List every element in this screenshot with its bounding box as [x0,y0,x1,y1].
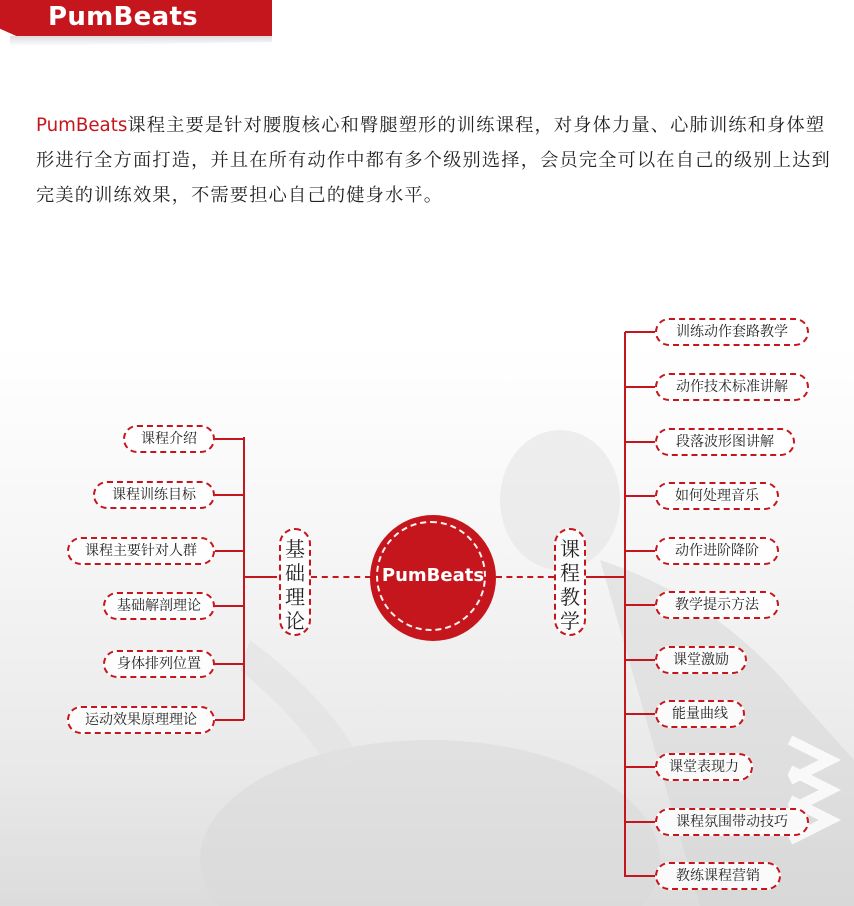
left-branch-char: 础 [285,561,305,585]
leaf-connector [625,604,655,606]
leaf-connector [625,713,655,715]
banner-title: PumBeats [48,2,198,32]
left-branch-char: 论 [285,609,305,633]
right-dash-connector [496,576,554,578]
center-node [370,515,496,641]
right-branch-char: 程 [560,561,580,585]
right-branch-title [554,528,586,636]
left-item-node: 运动效果原理理论 [67,706,215,734]
left-branch-char: 理 [285,585,305,609]
right-item-node: 课堂激励 [655,646,747,674]
leaf-connector [215,550,244,552]
left-item-node: 课程主要针对人群 [67,537,215,565]
left-item-node: 基础解剖理论 [103,592,215,620]
right-item-node: 训练动作套路教学 [655,318,809,346]
left-branch-char: 基 [285,537,305,561]
right-branch-char: 教 [560,585,580,609]
right-item-node: 教练课程营销 [655,862,781,890]
intro-brand: PumBeats [36,115,128,136]
leaf-connector [625,441,655,443]
leaf-connector [215,438,244,440]
right-item-node: 能量曲线 [655,700,745,728]
leaf-connector [625,331,655,333]
right-item-node: 课堂表现力 [655,753,753,781]
intro-paragraph [36,108,836,213]
right-item-node: 动作进阶降阶 [655,537,779,565]
center-label: PumBeats [381,565,485,586]
leaf-connector [625,550,655,552]
leaf-connector [215,605,244,607]
leaf-connector [625,766,655,768]
left-branch-title [279,528,311,636]
leaf-connector [625,659,655,661]
leaf-connector [625,875,655,877]
leaf-connector [215,494,244,496]
leaf-connector [625,495,655,497]
right-branch-char: 学 [560,609,580,633]
right-item-node: 段落波形图讲解 [655,428,795,456]
leaf-connector [215,719,244,721]
left-item-node: 身体排列位置 [103,650,215,678]
left-bracket-line [243,437,245,720]
right-branch-char: 课 [560,537,580,561]
left-stub [245,576,277,578]
right-item-node: 课程氛围带动技巧 [655,808,809,836]
right-item-node: 教学提示方法 [655,591,779,619]
left-item-node: 课程介绍 [123,425,215,453]
leaf-connector [215,663,244,665]
left-dash-connector [311,576,371,578]
left-item-node: 课程训练目标 [93,481,215,509]
right-item-node: 动作技术标准讲解 [655,373,809,401]
intro-text: 课程主要是针对腰腹核心和臀腿塑形的训练课程，对身体力量、心肺训练和身体塑形进行全方面打造，并且在所有动作中都有多个级别选择，会员完全可以在自己的级别上达到完美的训练效果，不需要担心自己的健身水平。 [36,115,831,206]
right-stub [586,576,624,578]
leaf-connector [625,821,655,823]
leaf-connector [625,386,655,388]
right-item-node: 如何处理音乐 [655,482,779,510]
